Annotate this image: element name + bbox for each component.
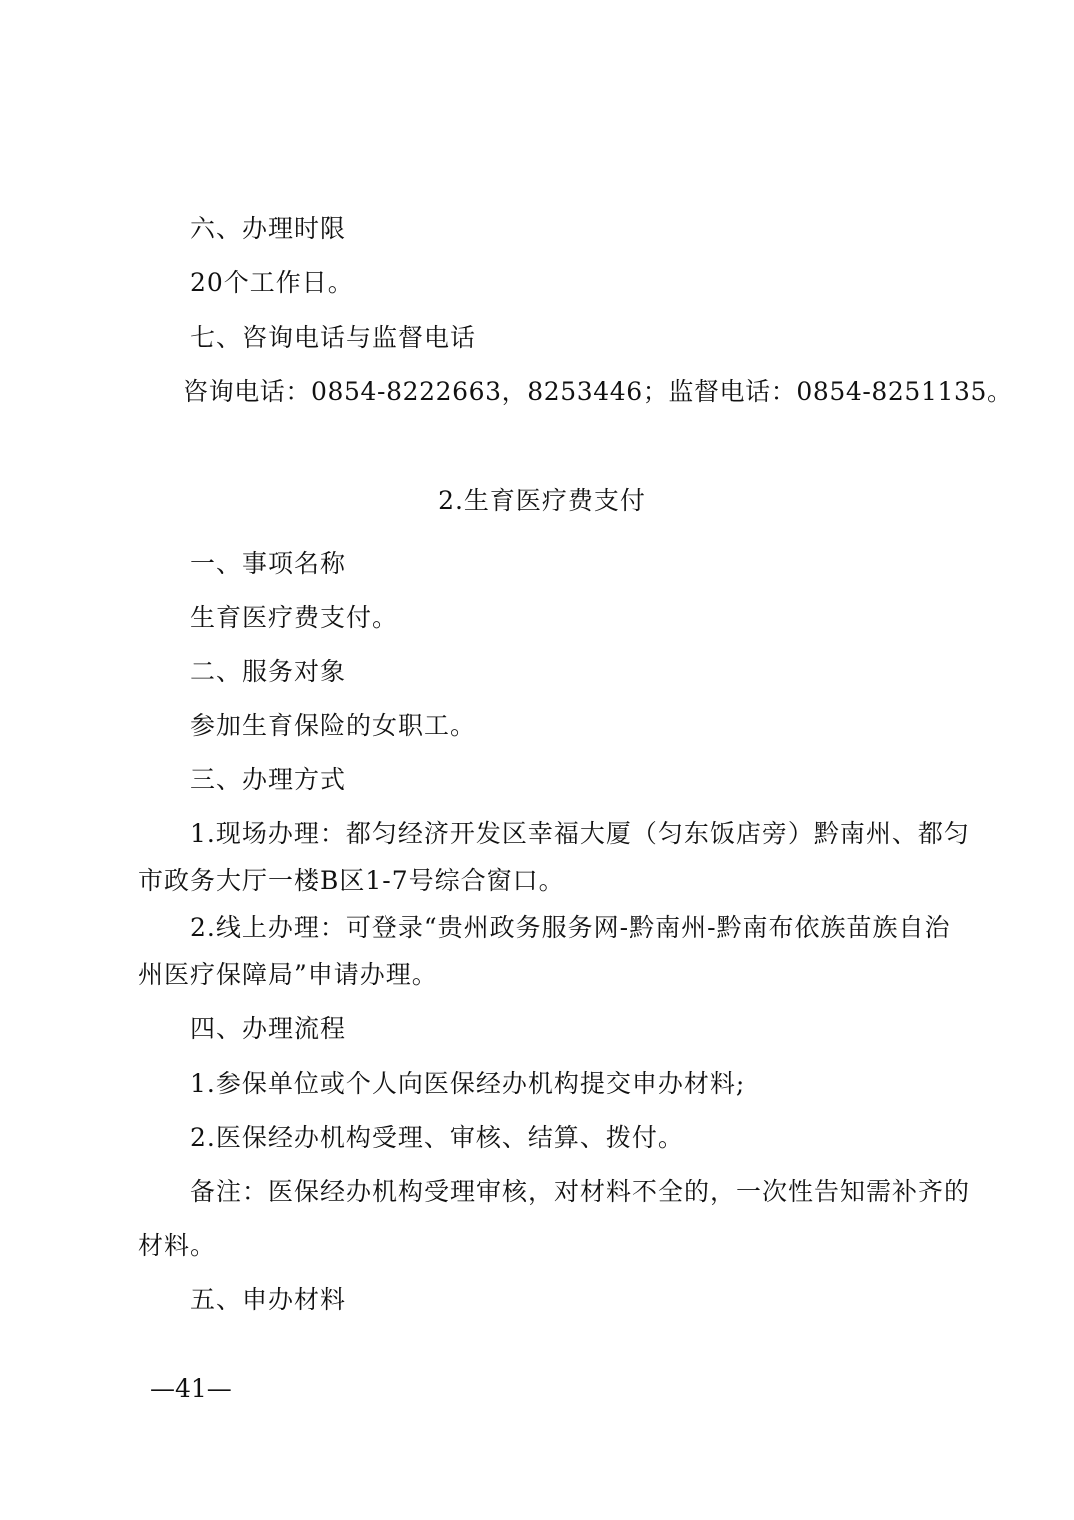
phone-numbers-text: 咨询电话：0854-8222663，8253446；监督电话：0854-8251135。 (183, 377, 1013, 406)
heading-handling-time-limit: 六、办理时限 (190, 214, 347, 243)
section-title: 2.生育医疗费支付 (438, 486, 646, 515)
heading-service-target: 二、服务对象 (190, 657, 347, 686)
heading-handling-method: 三、办理方式 (190, 765, 347, 794)
note-line2: 材料。 (138, 1231, 217, 1260)
time-limit-text: 20个工作日。 (190, 268, 354, 297)
page-number: —41— (150, 1374, 232, 1403)
method-onsite-line2: 市政务大厅一楼B区1-7号综合窗口。 (138, 866, 565, 895)
note-line1: 备注：医保经办机构受理审核，对材料不全的，一次性告知需补齐的 (190, 1177, 971, 1206)
heading-application-materials: 五、申办材料 (190, 1285, 347, 1314)
method-online-line2: 州医疗保障局”申请办理。 (138, 960, 438, 989)
service-target-text: 参加生育保险的女职工。 (190, 711, 477, 740)
process-step-1: 1.参保单位或个人向医保经办机构提交申办材料; (190, 1069, 746, 1098)
process-step-2: 2.医保经办机构受理、审核、结算、拨付。 (190, 1123, 684, 1152)
method-online-line1: 2.线上办理：可登录“贵州政务服务网-黔南州-黔南布依族苗族自治 (190, 913, 951, 942)
heading-handling-process: 四、办理流程 (190, 1014, 347, 1043)
method-onsite-line1: 1.现场办理：都匀经济开发区幸福大厦（匀东饭店旁）黔南州、都匀 (190, 819, 970, 848)
item-name-text: 生育医疗费支付。 (190, 603, 399, 632)
heading-item-name: 一、事项名称 (190, 549, 347, 578)
heading-phone-numbers: 七、咨询电话与监督电话 (190, 323, 477, 352)
